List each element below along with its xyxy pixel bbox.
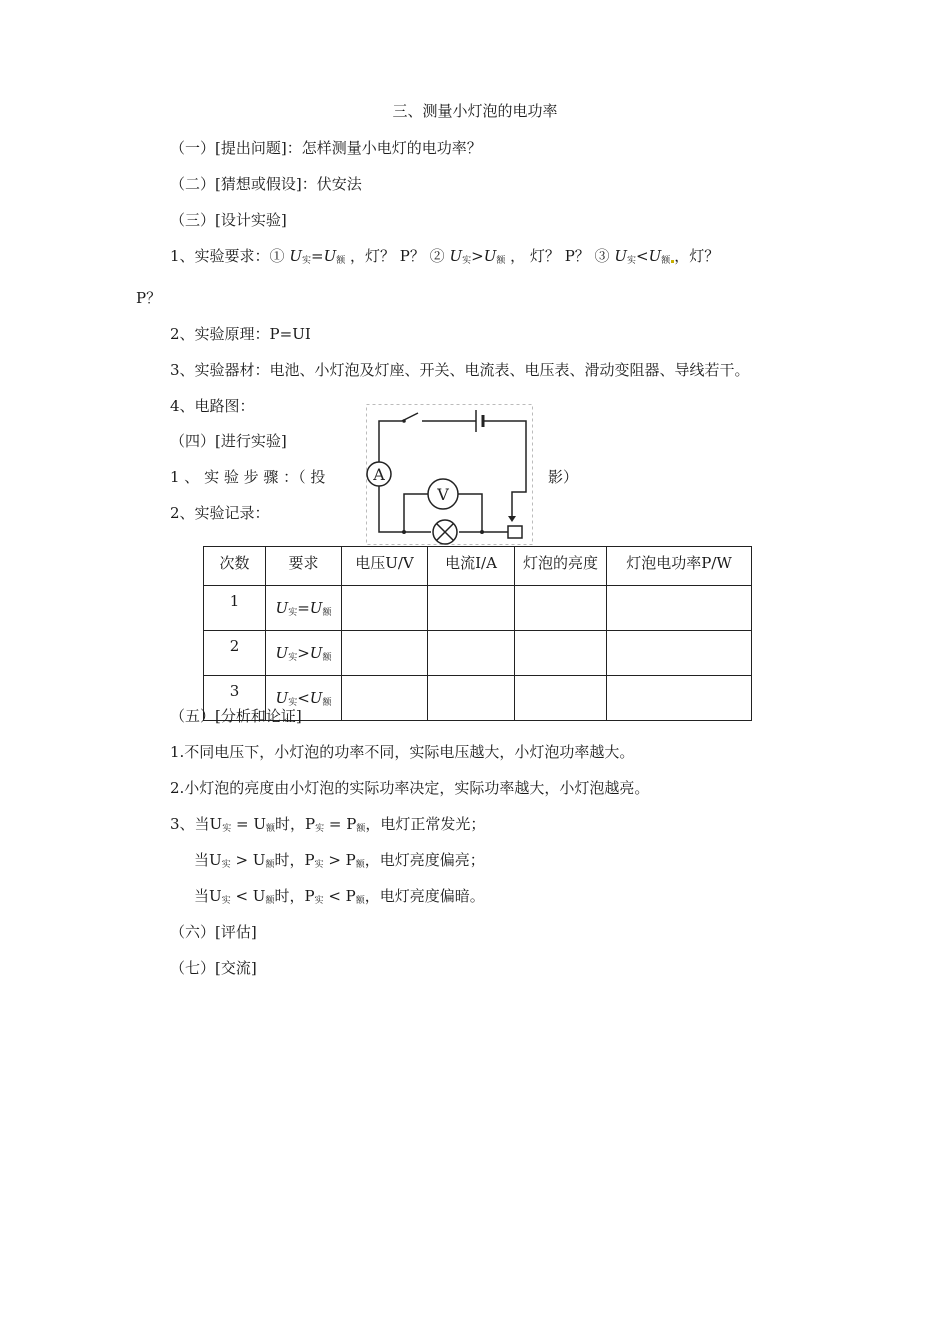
record-table	[203, 546, 752, 721]
cell-voltage	[342, 676, 428, 721]
u-symbol: U	[309, 643, 323, 662]
sub-e: 额	[356, 824, 366, 834]
section-question: （一）[提出问题]：怎样测量小电灯的电功率？	[170, 139, 482, 157]
section-evaluation: （六）[评估]	[170, 923, 257, 941]
conclusion-3	[170, 814, 485, 839]
cond-prefix: 3、当U	[170, 815, 223, 833]
header-brightness: 灯泡的亮度	[515, 547, 607, 586]
sub-e: 额	[322, 607, 332, 618]
relation: > P	[328, 851, 356, 869]
sub-shi: 实	[221, 860, 231, 870]
wire-right	[483, 421, 526, 518]
sub-shi: 实	[288, 697, 298, 708]
wire-voltmeter-right	[458, 494, 482, 532]
cell-current	[428, 676, 515, 721]
cell-power	[607, 586, 752, 631]
requirements-prefix: 1、实验要求：①	[170, 247, 285, 265]
equipment: 3、实验器材：电池、小灯泡及灯座、开关、电流表、电压表、滑动变阻器、导线若干。	[170, 361, 750, 379]
row-number: 1	[204, 586, 266, 631]
relation: <	[636, 247, 649, 265]
conclusion-5	[194, 886, 485, 911]
sub-e: 额	[661, 256, 671, 266]
u-symbol: U	[483, 247, 497, 265]
page-title: 三、测量小灯泡的电功率	[392, 102, 558, 120]
cond-end: ，电灯亮度偏亮；	[364, 851, 485, 869]
sub-e: 额	[265, 860, 275, 870]
sub-shi: 实	[301, 256, 311, 266]
wire-left-bottom	[379, 486, 431, 532]
header-count: 次数	[204, 547, 266, 586]
conclusion-2: 2.小灯泡的亮度由小灯泡的实际功率决定，实际功率越大，小灯泡越亮。	[170, 779, 650, 797]
sub-shi: 实	[221, 896, 231, 906]
header-current: 电流I/A	[428, 547, 515, 586]
wire-voltmeter-left	[404, 494, 428, 532]
relation: >	[471, 247, 484, 265]
section-analysis: （五）[分析和论证]	[170, 707, 302, 725]
cell-power	[607, 631, 752, 676]
section-experiment: （四）[进行实验]	[170, 432, 287, 450]
relation: >	[297, 643, 310, 662]
conclusion-4	[194, 850, 485, 875]
table-header-row	[204, 547, 752, 586]
relation: =	[297, 598, 310, 617]
section-communication: （七）[交流]	[170, 959, 257, 977]
cond-mid: 时，P	[274, 851, 315, 869]
header-voltage: 电压U/V	[342, 547, 428, 586]
voltmeter-label: V	[437, 485, 449, 504]
header-requirement: 要求	[266, 547, 342, 586]
u-symbol: U	[289, 247, 302, 265]
relation: < U	[235, 887, 266, 905]
requirements-line	[170, 246, 719, 271]
requirement-text: ， 灯？ P？ ③	[510, 247, 610, 265]
sub-shi: 实	[315, 824, 325, 834]
row-requirement	[266, 631, 342, 676]
sub-shi: 实	[288, 607, 298, 618]
cell-brightness	[515, 586, 607, 631]
steps-suffix: 影）	[548, 468, 579, 486]
u-symbol: U	[309, 688, 323, 707]
u-symbol: U	[275, 688, 289, 707]
cell-voltage	[342, 586, 428, 631]
cond-mid: 时，P	[274, 815, 316, 833]
requirements-wrap: P？	[136, 289, 162, 307]
sub-shi: 实	[462, 256, 472, 266]
u-symbol: U	[275, 643, 289, 662]
requirement-text: ，灯？	[674, 247, 720, 265]
cond-end: ，电灯亮度偏暗。	[364, 887, 485, 905]
section-hypothesis: （二）[猜想或假设]：伏安法	[170, 175, 362, 193]
cond-end: ，电灯正常发光；	[365, 815, 486, 833]
sub-e: 额	[496, 256, 506, 266]
u-symbol: U	[323, 247, 337, 265]
conclusion-1: 1.不同电压下，小灯泡的功率不同，实际电压越大，小灯泡功率越大。	[170, 743, 635, 761]
section-design: （三）[设计实验]	[170, 211, 287, 229]
switch-pivot	[402, 419, 406, 423]
table-row	[204, 631, 752, 676]
sub-shi: 实	[288, 652, 298, 663]
cell-brightness	[515, 631, 607, 676]
u-symbol: U	[309, 598, 323, 617]
cond-mid: 时，P	[274, 887, 315, 905]
cond-prefix: 当U	[194, 887, 222, 905]
sub-e: 额	[265, 896, 275, 906]
sub-e: 额	[322, 652, 332, 663]
sub-e: 额	[322, 697, 332, 708]
cell-current	[428, 586, 515, 631]
u-symbol: U	[648, 247, 662, 265]
u-symbol: U	[275, 598, 289, 617]
sub-e: 额	[355, 896, 365, 906]
relation: =	[311, 247, 324, 265]
cell-voltage	[342, 631, 428, 676]
sub-shi: 实	[627, 256, 637, 266]
wire-left-top	[379, 421, 402, 462]
cell-power	[607, 676, 752, 721]
cell-current	[428, 631, 515, 676]
u-symbol: U	[614, 247, 627, 265]
row-number: 3	[204, 676, 266, 721]
ammeter-label: A	[373, 465, 385, 484]
junction-left	[402, 530, 406, 534]
u-symbol: U	[449, 247, 463, 265]
relation: > U	[235, 851, 266, 869]
sub-shi: 实	[314, 896, 324, 906]
circuit-label: 4、电路图：	[170, 397, 255, 415]
sub-shi: 实	[222, 824, 232, 834]
cell-brightness	[515, 676, 607, 721]
requirement-text: ，灯？ P？ ②	[350, 247, 445, 265]
row-requirement	[266, 586, 342, 631]
sub-e: 额	[265, 824, 275, 834]
relation: < P	[328, 887, 356, 905]
relation: = U	[235, 815, 266, 833]
sub-shi: 实	[314, 860, 324, 870]
header-power: 灯泡电功率P/W	[607, 547, 752, 586]
relation: <	[297, 688, 310, 707]
principle: 2、实验原理：P=UI	[170, 325, 311, 343]
circuit-diagram	[366, 404, 534, 546]
relation: = P	[328, 815, 357, 833]
rheostat	[508, 526, 522, 538]
record-label: 2、实验记录：	[170, 504, 270, 522]
rheostat-slider	[508, 516, 516, 522]
steps-prefix: 1 、 实 验 步 骤 ：（ 投	[170, 468, 326, 486]
sub-e: 额	[355, 860, 365, 870]
cond-prefix: 当U	[194, 851, 222, 869]
table-row	[204, 586, 752, 631]
row-number: 2	[204, 631, 266, 676]
junction-right	[480, 530, 484, 534]
sub-e: 额	[336, 256, 346, 266]
